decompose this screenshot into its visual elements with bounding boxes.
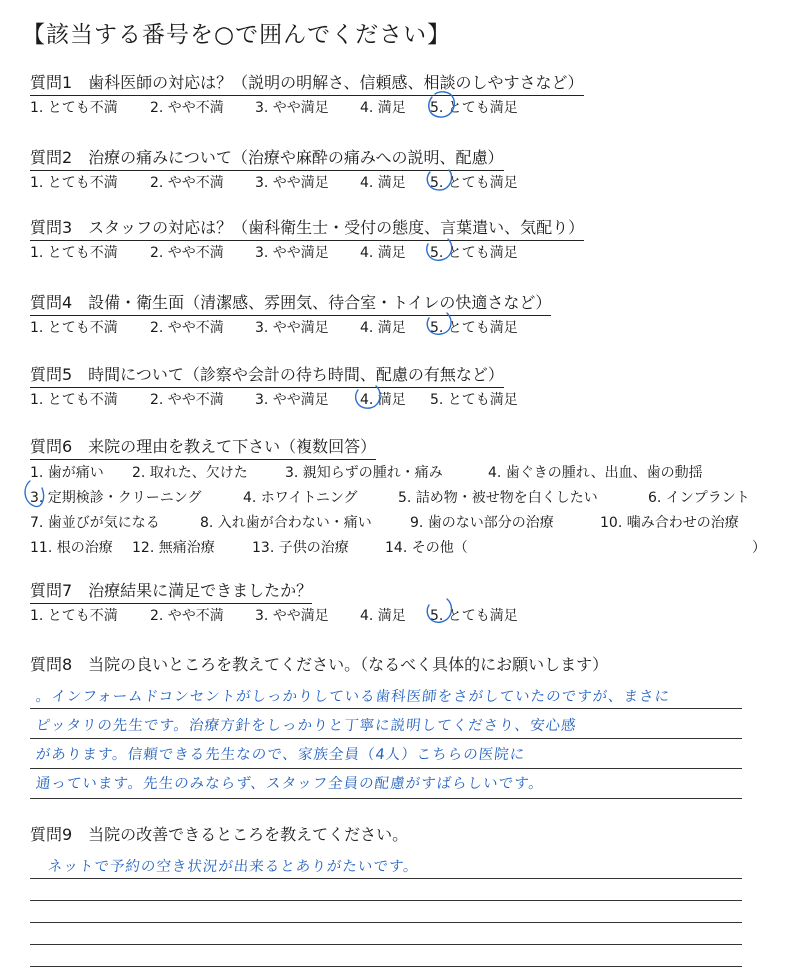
question-5-heading: 質問5 時間について（診察や会計の待ち時間、配慮の有無など） (30, 362, 504, 388)
q6-option-12[interactable]: 12. 無痛治療 (132, 540, 215, 556)
q7-option-1[interactable]: 1. とても不満 (30, 608, 118, 624)
answer-line (30, 738, 742, 739)
answer-line (30, 922, 742, 923)
question-2-heading: 質問2 治療の痛みについて（治療や麻酔の痛みへの説明、配慮） (30, 145, 504, 171)
q6-option-implant[interactable]: 6. インプラント (648, 490, 750, 506)
question-1-heading: 質問1 歯科医師の対応は？（説明の明解さ、信頼感、相談のしやすさなど） (30, 70, 584, 96)
answer-line (30, 966, 742, 967)
q1-option-1[interactable]: 1. とても不満 (30, 100, 118, 116)
q6-option-9[interactable]: 9. 歯のない部分の治療 (410, 515, 554, 531)
q1-option-4[interactable]: 4. 満足 (360, 100, 406, 116)
answer-line (30, 798, 742, 799)
q6-other-close-paren: ） (752, 540, 766, 556)
q6-option-7[interactable]: 7. 歯並びが気になる (30, 515, 160, 531)
q3-option-2[interactable]: 2. やや不満 (150, 245, 224, 261)
answer-line (30, 944, 742, 945)
q7-option-5[interactable]: 5. とても満足 (430, 608, 518, 624)
q2-option-4[interactable]: 4. 満足 (360, 175, 406, 191)
question-8-heading: 質問8 当院の良いところを教えてください。（なるべく具体的にお願いします） (30, 655, 609, 674)
q2-option-1[interactable]: 1. とても不満 (30, 175, 118, 191)
q6-option-11[interactable]: 11. 根の治療 (30, 540, 113, 556)
q1-option-2[interactable]: 2. やや不満 (150, 100, 224, 116)
q6-option-white-fillings[interactable]: 5. 詰め物・被せ物を白くしたい (398, 490, 598, 506)
question-9-heading: 質問9 当院の改善できるところを教えてください。 (30, 825, 409, 844)
q7-option-3[interactable]: 3. やや満足 (255, 608, 329, 624)
q6-option-1[interactable]: 1. 歯が痛い (30, 465, 104, 481)
q6-option-4[interactable]: 4. 歯ぐきの腫れ、出血、歯の動揺 (488, 465, 703, 481)
q5-option-2[interactable]: 2. やや不満 (150, 392, 224, 408)
q8-answer-line-4[interactable]: 通っています。先生のみならず、スタッフ全員の配慮がすばらしいです。 (35, 776, 545, 792)
q2-option-5[interactable]: 5. とても満足 (430, 175, 518, 191)
answer-line (30, 878, 742, 879)
q5-option-5[interactable]: 5. とても満足 (430, 392, 518, 408)
q5-option-4[interactable]: 4. 満足 (360, 392, 406, 408)
q8-answer-line-3[interactable]: があります。信頼できる先生なので、家族全員（4人）こちらの医院に (35, 747, 526, 763)
q3-option-1[interactable]: 1. とても不満 (30, 245, 118, 261)
q3-option-5[interactable]: 5. とても満足 (430, 245, 518, 261)
q2-option-3[interactable]: 3. やや満足 (255, 175, 329, 191)
q6-option-checkup[interactable]: 3. 定期検診・クリーニング (30, 490, 202, 506)
q3-option-4[interactable]: 4. 満足 (360, 245, 406, 261)
question-4-heading: 質問4 設備・衛生面（清潔感、雰囲気、待合室・トイレの快適さなど） (30, 290, 551, 316)
q2-option-2[interactable]: 2. やや不満 (150, 175, 224, 191)
question-6-heading: 質問6 来院の理由を教えて下さい（複数回答） (30, 434, 376, 460)
q4-option-2[interactable]: 2. やや不満 (150, 320, 224, 336)
q7-option-2[interactable]: 2. やや不満 (150, 608, 224, 624)
question-7-heading: 質問7 治療結果に満足できましたか？ (30, 578, 312, 604)
answer-line (30, 768, 742, 769)
q8-answer-line-2[interactable]: ピッタリの先生です。治療方針をしっかりと丁寧に説明してくださり、安心感 (35, 718, 578, 734)
q4-option-5[interactable]: 5. とても満足 (430, 320, 518, 336)
q5-option-1[interactable]: 1. とても不満 (30, 392, 118, 408)
question-3-heading: 質問3 スタッフの対応は？（歯科衛生士・受付の態度、言葉遣い、気配り） (30, 215, 584, 241)
q6-option-10[interactable]: 10. 噛み合わせの治療 (600, 515, 739, 531)
q4-option-1[interactable]: 1. とても不満 (30, 320, 118, 336)
q7-option-4[interactable]: 4. 満足 (360, 608, 406, 624)
q6-option-whitening[interactable]: 4. ホワイトニング (243, 490, 358, 506)
q1-option-5[interactable]: 5. とても満足 (430, 100, 518, 116)
q6-option-3[interactable]: 3. 親知らずの腫れ・痛み (285, 465, 443, 481)
q4-option-3[interactable]: 3. やや満足 (255, 320, 329, 336)
q8-answer-line-1[interactable]: 。インフォームドコンセントがしっかりしている歯科医師をさがしていたのですが、まさに (35, 689, 671, 705)
instructions-title: 【該当する番号を○で囲んでください】 (22, 22, 452, 48)
q6-option-2[interactable]: 2. 取れた、欠けた (132, 465, 248, 481)
q6-option-8[interactable]: 8. 入れ歯が合わない・痛い (200, 515, 372, 531)
q5-option-3[interactable]: 3. やや満足 (255, 392, 329, 408)
q3-option-3[interactable]: 3. やや満足 (255, 245, 329, 261)
q4-option-4[interactable]: 4. 満足 (360, 320, 406, 336)
q6-option-13[interactable]: 13. 子供の治療 (252, 540, 349, 556)
answer-line (30, 708, 742, 709)
answer-line (30, 900, 742, 901)
q6-option-14[interactable]: 14. その他（ (385, 540, 468, 556)
q9-answer-line-1[interactable]: ネットで予約の空き状況が出来るとありがたいです。 (47, 859, 420, 875)
q1-option-3[interactable]: 3. やや満足 (255, 100, 329, 116)
